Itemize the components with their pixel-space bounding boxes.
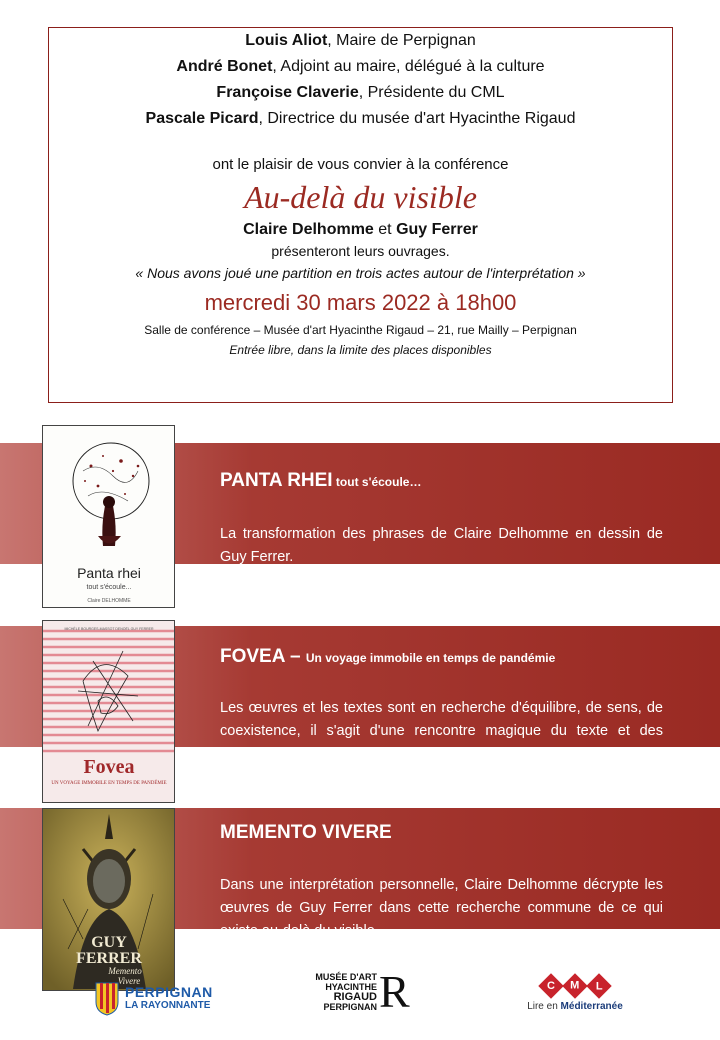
musee-line: RIGAUD	[333, 991, 377, 1003]
cml-tag-part: Lire en	[527, 1001, 561, 1012]
host-role: , Présidente du CML	[358, 84, 505, 101]
cml-diamond	[586, 973, 611, 998]
book-subtitle: Un voyage immobile en temps de pandémie	[305, 651, 556, 665]
cover-illustration	[43, 621, 175, 803]
invitation-lead: ont le plaisir de vous convier à la conférence	[212, 156, 509, 173]
event-date: mercredi 30 mars 2022 à 18h00	[204, 290, 517, 315]
cover-author: Claire DELHOMME	[87, 598, 131, 604]
book-cover-panta-rhei	[42, 425, 175, 608]
musee-r-letter: R	[379, 966, 410, 1017]
cover-title: GUY	[91, 934, 127, 951]
venue: Salle de conférence – Musée d'art Hyacinthe Rigaud – 21, rue Mailly – Perpignan	[144, 323, 577, 337]
cover-subtitle: UN VOYAGE IMMOBILE EN TEMPS DE PANDÉMIE	[51, 781, 167, 786]
cover-subtitle: Memento	[108, 966, 142, 976]
invitation-box	[48, 27, 673, 403]
quote: « Nous avons joué une partition en trois actes autour de l'interprétation »	[135, 265, 586, 281]
book-title-main: MEMENTO VIVERE	[220, 822, 392, 843]
book-cover-fovea	[42, 620, 175, 803]
host-line	[49, 28, 672, 54]
book-title-main: PANTA RHEI	[220, 470, 333, 491]
musee-rigaud-logo	[315, 966, 415, 1025]
book-description: La transformation des phrases de Claire Delhomme en dessin de Guy Ferrer.	[220, 526, 663, 565]
speakers	[49, 221, 672, 239]
cover-title: FERRER	[76, 950, 142, 967]
host-line	[49, 54, 672, 80]
perpignan-logo	[95, 978, 225, 1024]
cover-illustration	[43, 809, 175, 991]
cml-diamond	[562, 973, 587, 998]
cml-tagline	[525, 1001, 625, 1012]
musee-line: HYACINTHE	[325, 982, 377, 992]
book-title-main: FOVEA –	[220, 646, 306, 667]
cover-subtitle: tout s'écoule...	[86, 584, 132, 591]
perpignan-tagline: LA RAYONNANTE	[125, 1000, 211, 1011]
speaker-name: Guy Ferrer	[396, 221, 478, 238]
musee-line: MUSÉE D'ART	[315, 972, 377, 982]
host-line	[49, 106, 672, 132]
host-name: André Bonet	[176, 58, 273, 75]
speaker-name: Claire Delhomme	[243, 221, 374, 238]
book-title	[220, 822, 392, 844]
host-role: , Adjoint au maire, délégué à la culture	[272, 58, 545, 75]
speaker-and: et	[373, 221, 397, 238]
cover-subtitle: Vivere	[117, 976, 141, 986]
conference-title: Au-delà du visible	[244, 179, 477, 215]
host-name: Pascale Picard	[145, 110, 259, 127]
book-cover-memento-vivere	[42, 808, 175, 991]
host-name: Louis Aliot	[245, 32, 328, 49]
cover-title: Fovea	[83, 756, 135, 778]
cml-letter: M	[570, 979, 580, 992]
musee-text	[315, 972, 377, 1012]
cml-diamond	[538, 973, 563, 998]
cover-authors: MICHÈLE BOURGES-MASSOT DENOËL GUY FERRER	[64, 627, 154, 631]
book-description: Les œuvres et les textes sont en recherche d'équilibre, de sens, de coexistence, il s'agit d'une rencontre magique du texte et des œuvres.	[220, 700, 663, 762]
host-role: , Maire de Perpignan	[327, 32, 476, 49]
host-name: Françoise Claverie	[216, 84, 359, 101]
cover-title: Panta rhei	[77, 565, 141, 581]
present-text: présenteront leurs ouvrages.	[271, 243, 450, 259]
musee-line: PERPIGNAN	[323, 1002, 377, 1012]
cml-letter: C	[547, 979, 555, 992]
cml-letters	[525, 975, 625, 997]
host-list	[49, 28, 672, 132]
perpignan-shield-icon	[95, 982, 119, 1016]
perpignan-name: PERPIGNAN	[125, 984, 213, 1000]
host-role: , Directrice du musée d'art Hyacinthe Rigaud	[258, 110, 576, 127]
cml-letter: L	[595, 979, 603, 992]
cover-illustration	[43, 426, 175, 608]
book-subtitle: tout s'écoule…	[332, 475, 422, 489]
book-description: Dans une interprétation personnelle, Claire Delhomme décrypte les œuvres de Guy Ferrer dans cette recherche commune de ce qui existe au-delà du visible.	[220, 877, 663, 939]
cml-tag-part: Méditerranée	[560, 1001, 623, 1012]
book-title	[220, 470, 421, 492]
book-title	[220, 646, 555, 668]
cml-logo	[525, 975, 625, 1025]
entry-note: Entrée libre, dans la limite des places disponibles	[229, 343, 492, 357]
host-line	[49, 80, 672, 106]
